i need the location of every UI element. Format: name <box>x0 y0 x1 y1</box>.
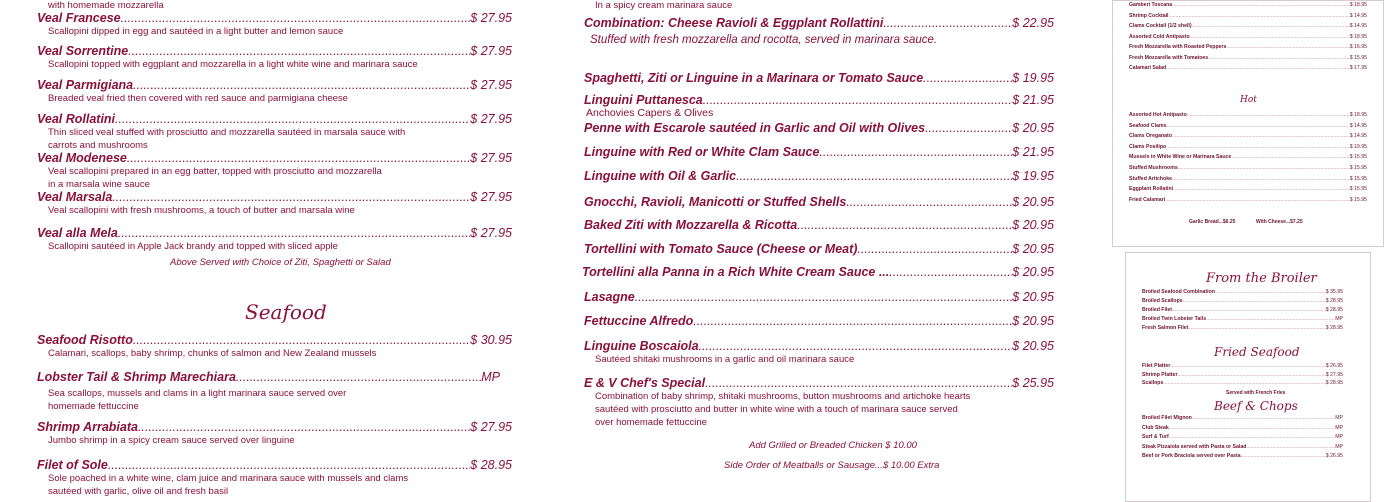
item-description: Sautéed shitaki mushrooms in a garlic and oil marinara sauce <box>595 354 855 365</box>
item-name: E & V Chef's Special <box>584 376 706 390</box>
item-price: MP <box>1335 424 1343 431</box>
item-name: Broiled Filet <box>1142 307 1172 313</box>
item-name: Clams Cocktail (1/2 shell) <box>1129 23 1192 29</box>
menu-item <box>584 195 1054 209</box>
item-name: Linguine with Red or White Clam Sauce <box>584 145 820 159</box>
item-description: Jumbo shrimp in a spicy cream sauce served over linguine <box>48 435 295 446</box>
dot-leader <box>705 376 1012 390</box>
mini-menu-item <box>1142 298 1343 304</box>
dot-leader <box>1173 186 1350 192</box>
dot-leader <box>1208 55 1350 61</box>
item-name: Veal alla Mela <box>37 226 118 240</box>
dot-leader <box>1206 316 1335 322</box>
appetizer-menu-panel <box>1112 0 1384 247</box>
item-price: $ 28.95 <box>1325 325 1343 331</box>
item-price: $ 19.95 <box>1012 169 1054 183</box>
mini-menu-item <box>1142 453 1343 459</box>
dot-leader <box>1226 44 1349 50</box>
dot-leader <box>1188 325 1325 331</box>
dot-leader <box>127 151 470 165</box>
mini-menu-item <box>1129 44 1367 50</box>
item-name: Fresh Mozzarella with Tomatoes <box>1129 54 1209 61</box>
mini-menu-item <box>1129 144 1367 150</box>
item-name: Veal Modenese <box>37 151 127 165</box>
veal-seafood-column <box>37 0 512 500</box>
menu-item <box>582 265 1054 279</box>
menu-item <box>37 370 500 413</box>
item-price: $ 15.95 <box>1349 154 1367 161</box>
menu-item <box>584 290 1054 304</box>
item-name: Tortellini with Tomato Sauce (Cheese or Meat) <box>584 242 858 256</box>
item-name: Steak Pizzaiola served with Pasta or Salad <box>1142 443 1247 450</box>
item-price: $ 20.95 <box>1012 314 1054 328</box>
mini-menu-item <box>1142 415 1343 421</box>
item-name: Filet Platter <box>1142 363 1171 369</box>
item-price: $ 20.95 <box>1012 218 1054 232</box>
dot-leader <box>819 145 1012 159</box>
item-name: Broiled Scallops <box>1142 298 1183 304</box>
dot-leader <box>1183 298 1326 304</box>
dot-leader <box>1169 434 1336 440</box>
item-name: Shrimp Arrabiata <box>37 420 138 434</box>
menu-item <box>37 78 512 105</box>
dot-leader <box>1192 415 1335 421</box>
item-name: Fresh Mozzarella with Roasted Peppers <box>1129 44 1227 50</box>
item-description: In a spicy cream marinara sauce <box>595 0 733 11</box>
item-price: $ 28.95 <box>1325 307 1343 313</box>
mini-menu-item <box>1142 289 1343 295</box>
item-description: Calamari, scallops, baby shrimp, chunks of salmon and New Zealand mussels <box>48 348 377 359</box>
item-price: $ 27.95 <box>470 11 512 25</box>
item-description: sautéed with garlic, olive oil and fresh basil <box>48 486 229 497</box>
mini-menu-item <box>1129 133 1367 139</box>
item-price: $ 21.95 <box>1012 93 1054 107</box>
mini-menu-item <box>1142 434 1343 440</box>
dot-leader <box>1192 23 1350 29</box>
item-price: $ 14.95 <box>1349 122 1367 129</box>
mini-menu-item <box>1142 380 1343 386</box>
item-description: Sea scallops, mussels and clams in a light marinara sauce served over <box>48 388 347 399</box>
item-name: Fried Calamari <box>1129 196 1166 203</box>
dot-leader <box>112 190 470 204</box>
item-description: Scallopini sautéed in Apple Jack brandy and topped with sliced apple <box>48 241 338 252</box>
item-price: $ 27.95 <box>470 78 512 92</box>
item-name: Baked Ziti with Mozzarella & Ricotta <box>584 218 798 232</box>
dot-leader <box>635 290 1013 304</box>
item-name: Linguini Puttanesca <box>584 93 703 107</box>
item-description: sautéed with prosciutto and butter in white wine with a touch of marinara sauce served <box>595 404 958 415</box>
item-price: $ 14.95 <box>1349 133 1367 140</box>
item-description: over homemade fettuccine <box>595 417 707 428</box>
item-price: $ 28.95 <box>1325 380 1343 386</box>
menu-item <box>584 145 1054 159</box>
menu-item <box>584 71 1054 85</box>
menu-item <box>584 121 1054 135</box>
item-price: $ 15.95 <box>1349 175 1367 182</box>
item-name: Club Steak <box>1142 424 1169 431</box>
dot-leader <box>121 11 471 25</box>
item-price: $ 35.95 <box>1325 289 1343 295</box>
dot-leader <box>1172 307 1326 313</box>
dot-leader <box>128 44 470 58</box>
dot-leader <box>118 226 470 240</box>
item-price: $ 26.95 <box>1325 363 1343 369</box>
menu-item <box>37 44 512 71</box>
dot-leader <box>108 458 470 472</box>
garlic-bread-cheese-price: With Cheese...$7.25 <box>1256 219 1303 225</box>
mini-menu-item <box>1129 165 1367 171</box>
dot-leader <box>1166 144 1350 150</box>
item-name: Surf & Turf <box>1142 434 1169 440</box>
dot-leader <box>925 121 1012 135</box>
item-price: MP <box>1335 415 1343 421</box>
dot-leader <box>1172 176 1350 182</box>
item-name: Lasagne <box>584 290 635 304</box>
item-name: Mussels in White Wine or Marinara Sauce <box>1129 154 1232 161</box>
item-name: Combination: Cheese Ravioli & Eggplant Rollattini <box>584 16 884 30</box>
dot-leader <box>1165 197 1350 203</box>
item-name: Penne with Escarole sautéed in Garlic and Oil with Olives <box>584 121 926 135</box>
dot-leader <box>889 265 1012 279</box>
item-name: Gnocchi, Ravioli, Manicotti or Stuffed Shells <box>584 195 847 209</box>
item-name: Eggplant Rollatini <box>1129 186 1174 193</box>
item-price: $ 27.95 <box>470 190 512 204</box>
item-name: Gamberi Toscana <box>1129 2 1173 8</box>
item-price: $ 19.95 <box>1349 143 1367 150</box>
menu-item <box>37 458 512 498</box>
chicken-addon-note: Add Grilled or Breaded Chicken $ 10.00 <box>749 440 917 451</box>
item-price: $ 20.95 <box>1012 242 1054 256</box>
item-price: $ 20.95 <box>1012 339 1054 353</box>
mini-menu-item <box>1142 363 1343 369</box>
dot-leader <box>1163 380 1325 386</box>
mini-menu-item <box>1129 186 1367 192</box>
item-name: Filet of Sole <box>37 458 108 472</box>
mini-menu-item <box>1142 425 1343 431</box>
dot-leader <box>1172 2 1350 8</box>
menu-item <box>37 190 512 217</box>
menu-item <box>37 11 512 38</box>
item-price: $ 20.95 <box>1012 195 1054 209</box>
mini-menu-item <box>1129 23 1367 29</box>
item-name: Broiled Seafood Combination <box>1142 289 1215 295</box>
item-description: with homemade mozzarella <box>48 0 164 11</box>
item-price: $ 14.95 <box>1349 12 1367 19</box>
item-price: $ 20.95 <box>1012 121 1054 135</box>
item-name: Scallops <box>1142 380 1164 386</box>
mini-menu-item <box>1129 55 1367 61</box>
dot-leader <box>1187 112 1350 118</box>
dot-leader <box>1177 372 1325 378</box>
item-price: $ 20.95 <box>1012 290 1054 304</box>
dot-leader <box>1166 65 1349 71</box>
dot-leader <box>1215 289 1326 295</box>
dot-leader <box>703 93 1013 107</box>
item-name: Broiled Filet Mignon <box>1142 415 1192 421</box>
item-description: homemade fettuccine <box>48 401 139 412</box>
item-name: Linguine Boscaiola <box>584 339 699 353</box>
item-name: Shrimp Cocktail <box>1129 12 1169 19</box>
item-name: Clams Oreganato <box>1129 133 1172 140</box>
item-price: $ 18.95 <box>1349 2 1367 8</box>
item-description: Scallopini dipped in egg and sautéed in a light butter and lemon sauce <box>48 26 344 37</box>
dot-leader <box>923 71 1012 85</box>
veal-served-note: Above Served with Choice of Ziti, Spaghetti or Salad <box>170 257 391 268</box>
dot-leader <box>1166 123 1349 129</box>
item-description: carrots and mushrooms <box>48 140 148 151</box>
item-description: Scallopini topped with eggplant and mozzarella in a light white wine and marinara sauce <box>48 59 418 70</box>
item-price: $ 28.95 <box>470 458 512 472</box>
menu-item <box>584 16 1054 47</box>
mini-menu-item <box>1142 316 1343 322</box>
item-name: Seafood Clams <box>1129 122 1167 129</box>
item-description: Breaded veal fried then covered with red sauce and parmigiana cheese <box>48 93 348 104</box>
dot-leader <box>1246 444 1335 450</box>
dot-leader <box>1190 34 1350 40</box>
item-price: $ 27.95 <box>470 151 512 165</box>
dot-leader <box>236 370 481 384</box>
item-price: MP <box>1335 316 1343 322</box>
item-name: Shrimp Platter <box>1142 371 1178 378</box>
item-name: Fresh Salmon Filet <box>1142 325 1189 331</box>
broiler-menu-panel <box>1125 252 1371 502</box>
item-price: $ 15.95 <box>1349 54 1367 61</box>
item-name: Veal Sorrentine <box>37 44 129 58</box>
mini-menu-item <box>1129 13 1367 19</box>
mini-menu-item <box>1142 444 1343 450</box>
dot-leader <box>115 112 470 126</box>
item-price: $ 15.95 <box>1349 196 1367 203</box>
mini-menu-item <box>1129 123 1367 129</box>
dot-leader <box>1172 133 1350 139</box>
item-price: MP <box>481 370 500 384</box>
item-price: MP <box>1335 434 1343 440</box>
item-description: Anchovies Capers & Olives <box>586 107 714 119</box>
item-name: Tortellini alla Panna in a Rich White Cream Sauce ... <box>582 265 890 279</box>
item-name: Veal Francese <box>37 11 121 25</box>
mini-menu-item <box>1129 112 1367 118</box>
dot-leader <box>1231 154 1349 160</box>
dot-leader <box>797 218 1012 232</box>
item-name: Assorted Hot Antipasto <box>1129 112 1187 118</box>
mini-menu-item <box>1129 154 1367 160</box>
item-price: MP <box>1335 443 1343 450</box>
item-description: Thin sliced veal stuffed with prosciutto and mozzarella sautéed in marsala sauce with <box>48 127 406 138</box>
item-price: $ 15.95 <box>1349 165 1367 171</box>
item-name: Clams Posilipo <box>1129 143 1167 150</box>
item-price: $ 25.95 <box>1012 376 1054 390</box>
dot-leader <box>1241 453 1326 459</box>
item-description: in a marsala wine sauce <box>48 179 150 190</box>
menu-item <box>584 218 1054 232</box>
dot-leader <box>699 339 1013 353</box>
item-name: Linguine with Oil & Garlic <box>584 169 737 183</box>
dot-leader <box>138 420 470 434</box>
beef-chops-title: Beef & Chops <box>1214 399 1298 413</box>
side-order-note: Side Order of Meatballs or Sausage...$ 10.00 Extra <box>724 460 940 471</box>
menu-item <box>584 376 1054 429</box>
broiler-section-title: From the Broiler <box>1206 271 1317 286</box>
item-name: Stuffed Mushrooms <box>1129 165 1178 171</box>
menu-item <box>584 314 1054 328</box>
hot-section-title: Hot <box>1240 95 1257 105</box>
item-description: Sole poached in a white wine, clam juice and marinara sauce with mussels and clams <box>48 473 409 484</box>
menu-item <box>37 112 512 152</box>
mini-menu-item <box>1142 307 1343 313</box>
item-description: Veal scallopini prepared in an egg batter, topped with prosciutto and mozzarella <box>48 166 382 177</box>
menu-item <box>37 151 512 191</box>
dot-leader <box>736 169 1012 183</box>
dot-leader <box>1169 13 1350 19</box>
item-name: Seafood Risotto <box>37 333 133 347</box>
item-name: Veal Rollatini <box>37 112 116 126</box>
mini-menu-item <box>1129 34 1367 40</box>
mini-menu-item <box>1129 197 1367 203</box>
item-name: Assorted Cold Antipasto <box>1129 33 1190 40</box>
item-price: $ 14.95 <box>1349 23 1367 29</box>
menu-item <box>584 93 1054 120</box>
menu-item <box>584 169 1054 183</box>
menu-item <box>37 333 512 360</box>
item-price: $ 16.95 <box>1349 44 1367 50</box>
item-price: $ 27.95 <box>470 226 512 240</box>
item-price: $ 27.95 <box>470 44 512 58</box>
dot-leader <box>693 314 1012 328</box>
seafood-section-title: Seafood <box>245 300 327 324</box>
mini-menu-item <box>1129 2 1367 8</box>
dot-leader <box>133 78 470 92</box>
item-name: Beef or Pork Braciola served over Pasta <box>1142 453 1241 459</box>
item-name: Veal Marsala <box>37 190 113 204</box>
item-name: Lobster Tail & Shrimp Marechiara <box>37 370 236 384</box>
item-price: $ 22.95 <box>1012 16 1054 30</box>
item-price: $ 18.95 <box>1349 112 1367 118</box>
item-name: Stuffed Artichoke <box>1129 175 1173 182</box>
fried-served-note: Served with French Fries <box>1226 390 1286 396</box>
dot-leader <box>857 242 1012 256</box>
item-price: $ 21.95 <box>1012 145 1054 159</box>
item-price: $ 27.95 <box>1325 371 1343 378</box>
item-name: Broiled Twin Lobster Tails <box>1142 316 1207 322</box>
dot-leader <box>1170 363 1325 369</box>
dot-leader <box>1178 165 1350 171</box>
item-price: $ 30.95 <box>470 333 512 347</box>
mini-menu-item <box>1129 176 1367 182</box>
menu-item <box>37 226 512 253</box>
item-price: $ 18.95 <box>1349 33 1367 40</box>
item-price: $ 27.95 <box>470 420 512 434</box>
item-name: Calamari Salad <box>1129 65 1167 71</box>
dot-leader <box>846 195 1012 209</box>
item-price: $ 26.95 <box>1325 453 1343 459</box>
item-name: Veal Parmigiana <box>37 78 134 92</box>
mini-menu-item <box>1142 325 1343 331</box>
menu-item <box>37 420 512 447</box>
item-price: $ 20.95 <box>1012 265 1054 279</box>
item-price: $ 27.95 <box>470 112 512 126</box>
mini-menu-item <box>1129 65 1367 71</box>
pasta-column <box>584 0 1054 500</box>
item-description: Stuffed with fresh mozzarella and rocotta, served in marinara sauce. <box>590 34 938 46</box>
dot-leader <box>1169 425 1335 431</box>
item-price: $ 19.95 <box>1012 71 1054 85</box>
item-price: $ 28.95 <box>1325 298 1343 304</box>
menu-item <box>584 339 1054 366</box>
menu-item <box>584 242 1054 256</box>
item-description: Combination of baby shrimp, shitaki mushrooms, button mushrooms and artichoke hearts <box>595 391 971 402</box>
garlic-bread-price: Garlic Bread...$6.25 <box>1189 219 1236 225</box>
item-price: $ 15.95 <box>1349 186 1367 193</box>
mini-menu-item <box>1142 372 1343 378</box>
item-name: Spaghetti, Ziti or Linguine in a Marinara or Tomato Sauce <box>584 71 924 85</box>
item-description: Veal scallopini with fresh mushrooms, a touch of butter and marsala wine <box>48 205 355 216</box>
item-price: $ 17.95 <box>1349 65 1367 71</box>
dot-leader <box>133 333 470 347</box>
item-name: Fettuccine Alfredo <box>584 314 694 328</box>
fried-seafood-title: Fried Seafood <box>1214 345 1300 359</box>
